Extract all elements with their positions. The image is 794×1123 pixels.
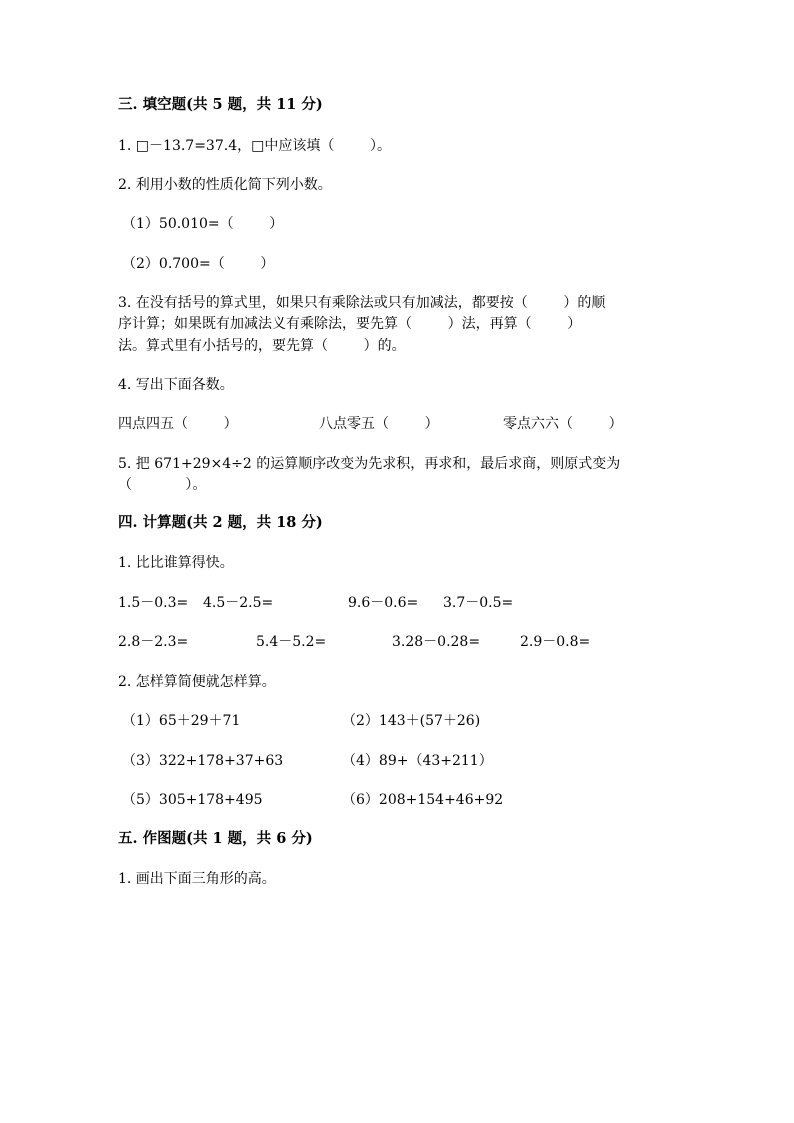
section5-heading: 五. 作图题(共 1 题，共 6 分) [118, 830, 313, 847]
section3-heading: 三. 填空题(共 5 题，共 11 分) [118, 96, 323, 113]
question-3-3-line-3: 法。算式里有小括号的，要先算（ ）的。 [118, 338, 406, 354]
question-3-4-item-a: 四点四五（ ） [118, 416, 238, 432]
question-4-1: 1. 比比谁算得快。 [118, 555, 234, 571]
section4-heading: 四. 计算题(共 2 题，共 18 分) [118, 514, 323, 531]
simplify-item-6: （6）208+154+46+92 [342, 792, 504, 808]
calc-2-2: 5.4－5.2= [256, 634, 327, 650]
question-3-3-line-1: 3. 在没有括号的算式里，如果只有乘除法或只有加减法，都要按（ ）的顺 [118, 295, 606, 311]
simplify-item-1: （1）65＋29＋71 [122, 713, 241, 729]
question-3-5-line-2: （ ）。 [118, 477, 207, 493]
question-4-2: 2. 怎样算简便就怎样算。 [118, 674, 276, 690]
calc-1-4: 3.7－0.5= [443, 595, 514, 611]
calc-1-3: 9.6－0.6= [348, 595, 419, 611]
calc-2-3: 3.28－0.28= [392, 634, 481, 650]
question-3-4-item-b: 八点零五（ ） [319, 416, 439, 432]
question-3-5-line-1: 5. 把 671+29×4÷2 的运算顺序改变为先求积，再求和，最后求商，则原式变为 [118, 456, 621, 472]
simplify-item-5: （5）305+178+495 [122, 792, 263, 808]
question-3-2-item-1: （1）50.010=（ ） [122, 216, 284, 232]
question-3-2: 2. 利用小数的性质化简下列小数。 [118, 177, 332, 193]
calc-1-1: 1.5－0.3= [118, 595, 189, 611]
question-3-1: 1. □－13.7=37.4，□中应该填（ ）。 [118, 138, 391, 154]
question-3-4-item-c: 零点六六（ ） [503, 416, 623, 432]
simplify-item-3: （3）322+178+37+63 [122, 753, 284, 769]
calc-2-4: 2.9－0.8= [520, 634, 591, 650]
question-3-2-item-2: （2）0.700=（ ） [122, 256, 275, 272]
simplify-item-2: （2）143＋(57＋26) [342, 713, 481, 729]
question-3-3-line-2: 序计算；如果既有加减法义有乘除法，要先算（ ）法，再算（ ） [118, 316, 582, 332]
question-5-1: 1. 画出下面三角形的高。 [118, 871, 276, 887]
simplify-item-4: （4）89+（43+211） [342, 753, 493, 769]
calc-1-2: 4.5－2.5= [203, 595, 274, 611]
question-3-4: 4. 写出下面各数。 [118, 377, 234, 393]
calc-2-1: 2.8－2.3= [118, 634, 189, 650]
